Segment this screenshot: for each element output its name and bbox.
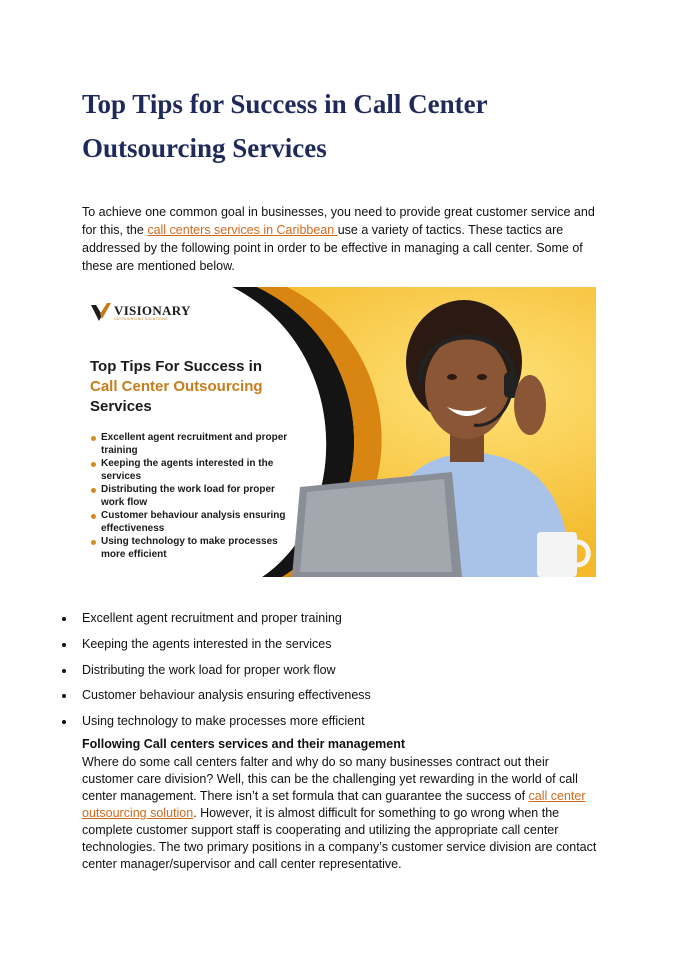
page-title: Top Tips for Success in Call Center Outsourcing Services [82,89,488,163]
banner-tip: Keeping the agents interested in the services [90,458,290,483]
banner-title-line-2: Call Center Outsourcing [90,378,263,395]
mug-shape [537,532,577,577]
list-item: Using technology to make processes more efficient [60,709,620,735]
logo-v-icon [90,301,112,323]
agent-face-shape [425,335,509,439]
list-item: Keeping the agents interested in the services [60,632,620,658]
tips-bullet-list [60,606,620,735]
logo-subtitle: OUTSOURCING SOLUTIONS [114,316,168,321]
banner-tip: Using technology to make processes more efficient [90,536,290,561]
caribbean-call-centers-link[interactable]: call centers services in Caribbean [147,223,338,237]
list-item: Distributing the work load for proper work flow [60,658,620,684]
body-paragraph [82,754,597,873]
banner-tip: Distributing the work load for proper work flow [90,484,290,509]
intro-paragraph [82,203,602,275]
banner-title-line-1: Top Tips For Success in [90,358,262,375]
outsourcing-solution-link[interactable]: call center outsourcing solution [82,789,586,820]
body-text-part-1: Where do some call centers falter and why do so many businesses contract out their customer care division? Well, this can be the challenging yet rewarding in the world of call center management. There isn’t a set formula that can guarantee the success of [82,755,578,803]
promo-banner-image [82,287,596,577]
logo-name: VISIONARY [114,302,191,318]
body-text-part-2: . However, it is almost difficult for something to go wrong when the complete customer support staff is cooperating and utilizing the appropriate call center technologies. The two primary positions in a company’s customer service division are contact center manager/supervisor and call center representative. [82,806,597,871]
list-item: Excellent agent recruitment and proper training [60,606,620,632]
intro-text-after: use a variety of tactics. These tactics are addressed by the following point in order to be effective in managing a call center. Some of these are mentioned below. [82,223,583,273]
banner-tip: Excellent agent recruitment and proper training [90,432,290,457]
banner-tip: Customer behaviour analysis ensuring effectiveness [90,510,290,535]
intro-text-before: To achieve one common goal in businesses, you need to provide great customer service and for this, the [82,205,595,237]
visionary-logo [90,301,191,323]
banner-tips-list [90,432,290,562]
list-item: Customer behaviour analysis ensuring effectiveness [60,683,620,709]
banner-title-line-3: Services [90,398,152,415]
section-heading: Following Call centers services and their management [82,737,406,751]
banner-title [90,357,300,417]
